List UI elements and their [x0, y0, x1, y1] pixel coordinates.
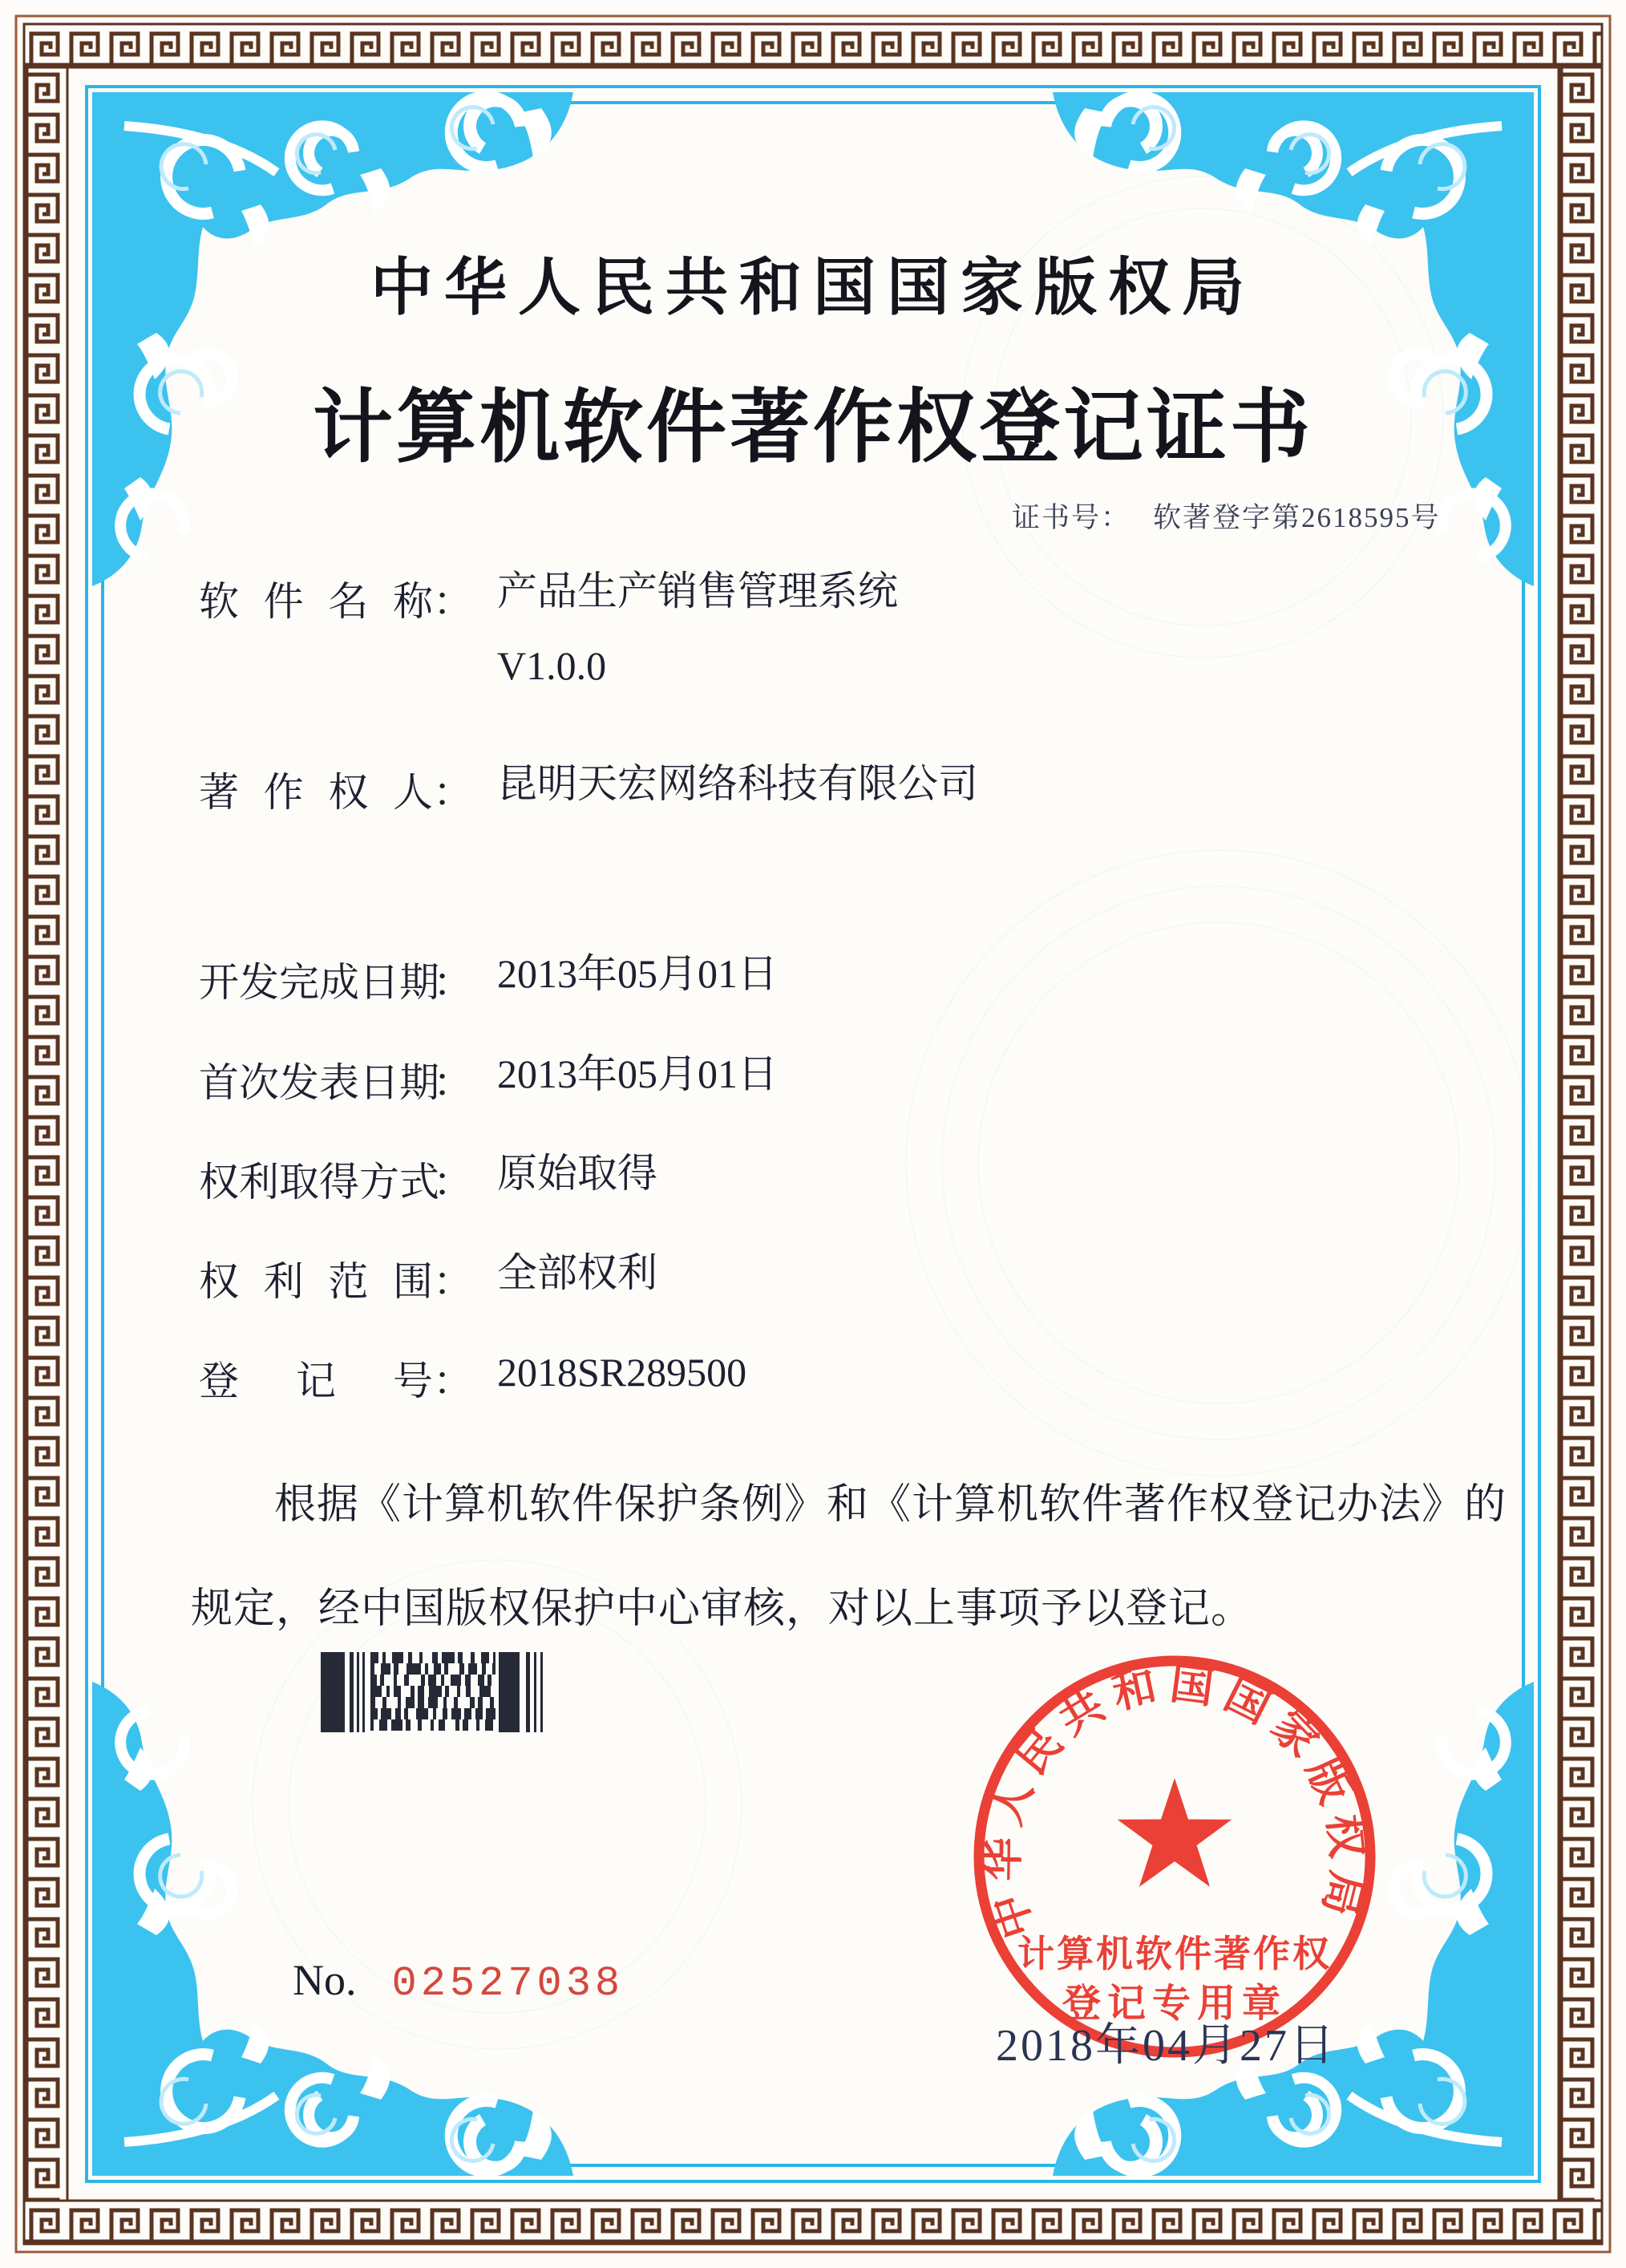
pdf417-barcode — [321, 1652, 561, 1732]
software-name-value: 产品生产销售管理系统 — [497, 569, 898, 614]
field-label: 权利取得方式 — [199, 1160, 439, 1205]
field-dev-complete-date: 开发完成日期 ： 2013年05月01日 — [199, 950, 778, 1008]
field-label: 首次发表日期 — [199, 1060, 439, 1105]
red-star-icon — [1118, 1778, 1232, 1887]
certificate-number-label: 证书号： — [1012, 502, 1131, 533]
statement-line-1: 根据《计算机软件保护条例》和《计算机软件著作权登记办法》的 — [274, 1482, 1507, 1528]
right-scope-value: 全部权利 — [497, 1250, 657, 1295]
registration-no-value: 2018SR289500 — [497, 1350, 747, 1395]
field-right-acquisition: 权利取得方式 ： 原始取得 — [199, 1150, 657, 1208]
certificate-title: 计算机软件著作权登记证书 — [313, 383, 1313, 472]
certificate-number-value: 软著登字第2618595号 — [1153, 502, 1441, 533]
field-registration-no: 登记号 ： 2018SR289500 — [199, 1349, 746, 1407]
issue-date: 2018年04月27日 — [996, 2021, 1337, 2071]
certificate-number-line — [1012, 496, 1441, 536]
field-label: 登记号 — [199, 1359, 433, 1403]
serial-number-line — [293, 1955, 624, 2007]
software-version: V1.0.0 — [497, 643, 607, 688]
serial-number: 02527038 — [391, 1960, 625, 2007]
field-label: 开发完成日期 — [199, 960, 439, 1005]
issuer-title: 中华人民共和国国家版权局 — [370, 253, 1256, 322]
field-first-publish-date: 首次发表日期 ： 2013年05月01日 — [199, 1051, 778, 1108]
field-label: 软件名称 — [199, 579, 433, 624]
field-right-scope: 权利范围 ： 全部权利 — [199, 1249, 657, 1307]
field-label: 著作权人 — [199, 770, 433, 815]
right-acquisition-value: 原始取得 — [497, 1151, 657, 1196]
seal-line-2: 登记专用章 — [1062, 1982, 1288, 2025]
serial-prefix: No. — [293, 1956, 357, 2004]
dev-complete-date-value: 2013年05月01日 — [497, 951, 778, 996]
seal-line-1: 计算机软件著作权 — [1017, 1934, 1332, 1974]
field-label: 权利范围 — [199, 1259, 433, 1304]
copyright-owner-value: 昆明天宏网络科技有限公司 — [497, 761, 978, 806]
statement-line-2: 规定，经中国版权保护中心审核，对以上事项予以登记。 — [191, 1586, 1254, 1632]
seal-ring-text: 中华人民共和国国家版权局 — [978, 1659, 1373, 1945]
field-software-name: 软件名称 ： 产品生产销售管理系统 V1.0.0 — [199, 569, 898, 688]
first-publish-date-value: 2013年05月01日 — [497, 1051, 778, 1096]
field-copyright-owner: 著作权人 ： 昆明天宏网络科技有限公司 — [199, 760, 978, 818]
